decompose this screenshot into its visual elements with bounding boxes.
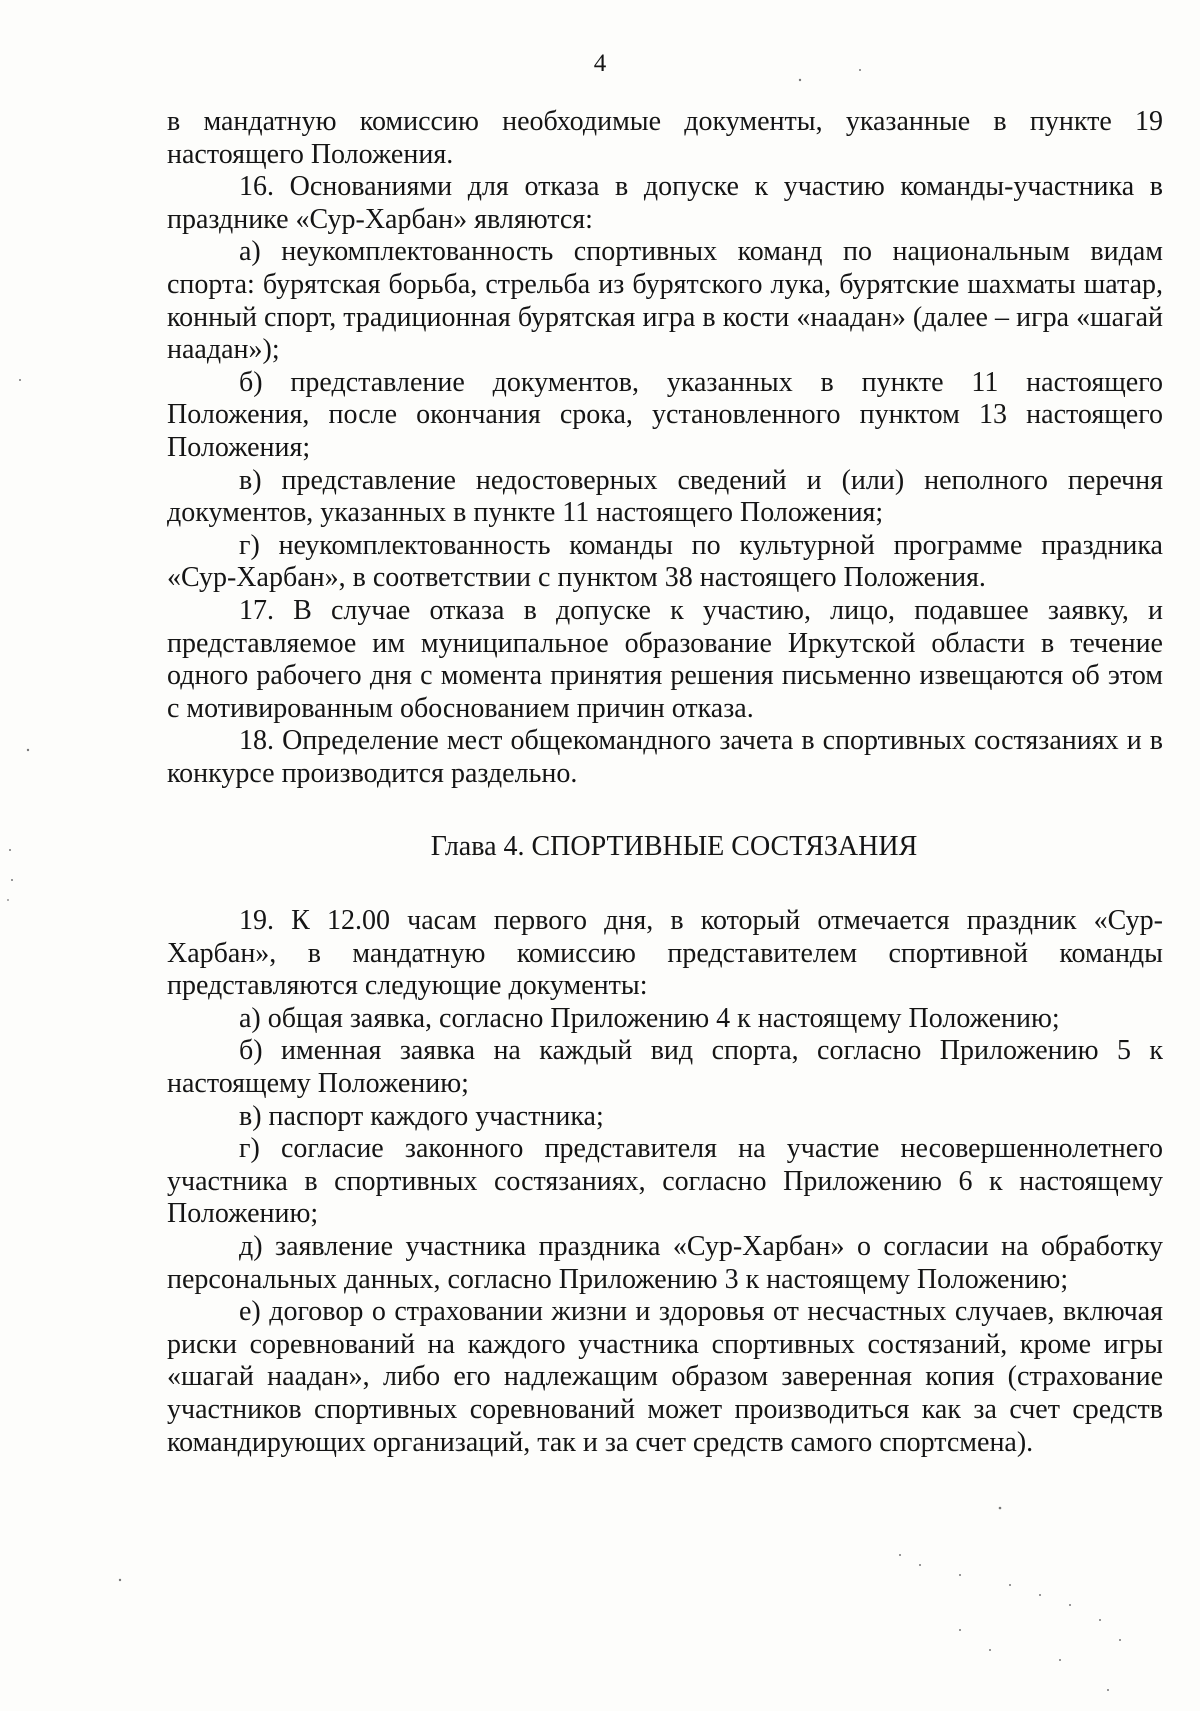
paragraph-19-b: б) именная заявка на каждый вид спорта, согласно Приложению 5 к настоящему Положению; [167,1035,1163,1100]
paragraph-continuation: в мандатную комиссию необходимые документы, указанные в пункте 19 настоящего Положения. [167,106,1163,170]
document-body [167,106,1163,1459]
paragraph-17: 17. В случае отказа в допуске к участию, лицо, подавшее заявку, и представляемое им муниципальное образование Иркутской области в течение одного рабочего дня с момента принятия решения письменно извещаются об этом с мотивированным обоснованием причин отказа. [167,594,1163,724]
paragraph-19-v: в) паспорт каждого участника; [239,1100,604,1132]
paragraph-16: 16. Основаниями для отказа в допуске к участию команды-участника в празднике «Сур-Харбан» являются: [167,171,1163,235]
paragraph-19-d: д) заявление участника праздника «Сур-Харбан» о согласии на обработку персональных данных, согласно Приложению 3 к настоящему Положению; [167,1231,1163,1295]
paragraph-16-a: а) неукомплектованность спортивных команд по национальным видам спорта: бурятская борьба, стрельба из бурятского лука, бурятские шахматы шатар, конный спорт, традиционная бурятская игра в кости «наадан» (далее – игра «шагай наадан»); [167,236,1163,366]
paragraph-16-b: б) представление документов, указанных в пункте 11 настоящего Положения, после окончания срока, установленного пунктом 13 настоящего Положения; [167,366,1163,463]
paragraph-16-v: в) представление недостоверных сведений и (или) неполного перечня документов, указанных в пункте 11 настоящего Положения; [167,464,1163,529]
paragraph-19-a: а) общая заявка, согласно Приложению 4 к настоящему Положению; [239,1002,1060,1034]
page-number: 4 [593,50,607,77]
paragraph-19-e: е) договор о страховании жизни и здоровья от несчастных случаев, включая риски соревнований на каждого участника спортивных состязаний, кроме игры «шагай наадан», либо его надлежащим образом заверенная копия (страхование участников спортивных соревнований может производиться как за счет средств командирующих организаций, так и за счет средств самого спортсмена). [167,1296,1163,1458]
paragraph-16-g: г) неукомплектованность команды по культурной программе праздника «Сур-Харбан», в соответствии с пунктом 38 настоящего Положения. [167,529,1163,594]
paragraph-19-g: г) согласие законного представителя на участие несовершеннолетнего участника в спортивных состязаниях, согласно Приложению 6 к настоящему Положению; [167,1133,1163,1230]
chapter-title: Глава 4. СПОРТИВНЫЕ СОСТЯЗАНИЯ [430,831,918,863]
paragraph-19: 19. К 12.00 часам первого дня, в который отмечается праздник «Сур-Харбан», в мандатную комиссию представителем спортивной команды представляются следующие документы: [167,905,1163,1002]
paragraph-18: 18. Определение мест общекомандного зачета в спортивных состязаниях и в конкурсе производится раздельно. [167,725,1163,789]
